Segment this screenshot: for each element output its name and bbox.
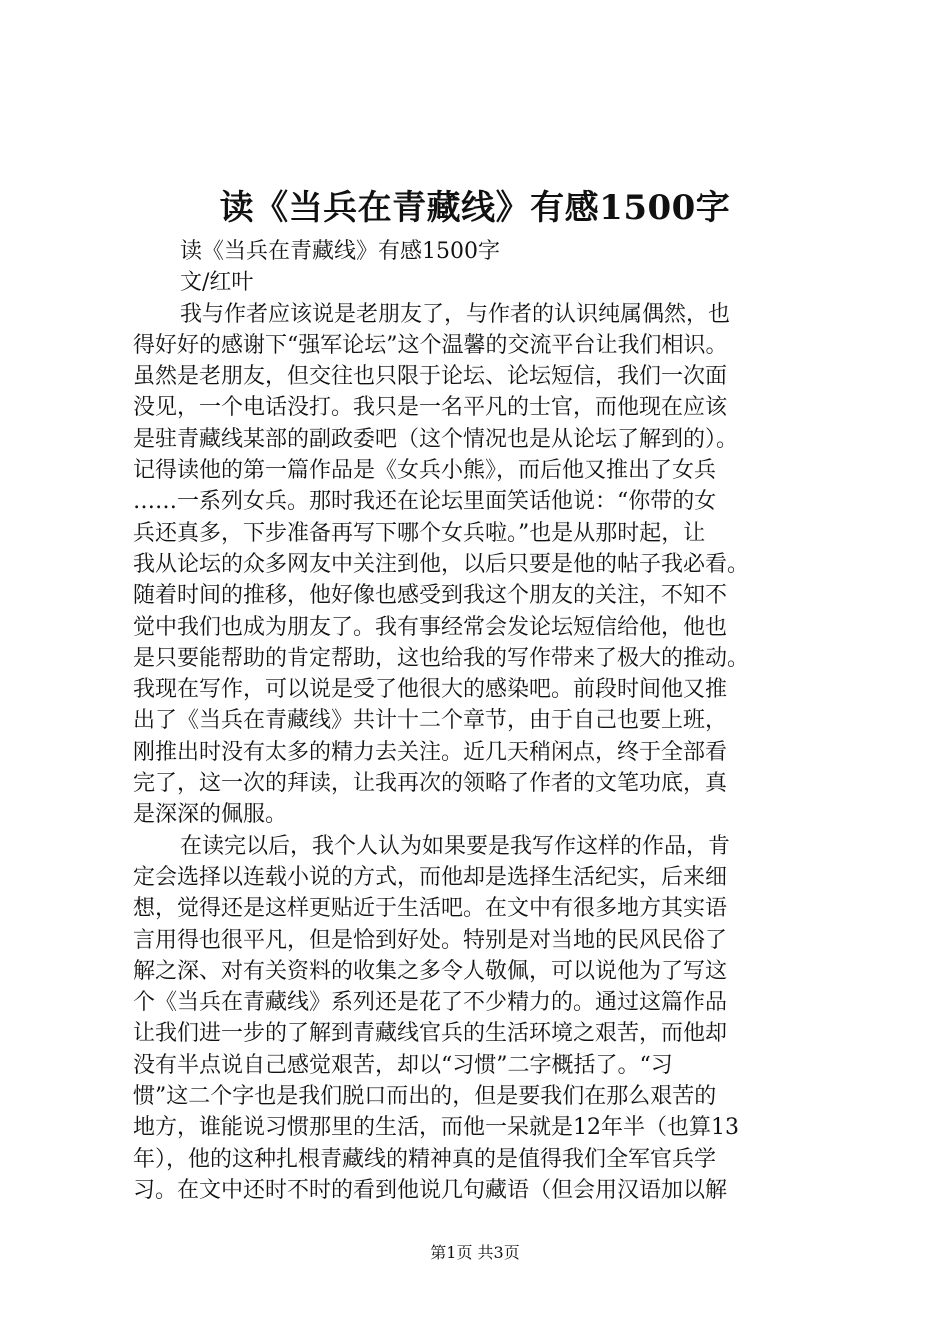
paragraph-line: 惯”这二个字也是我们脱口而出的，但是要我们在那么艰苦的 [133,1084,717,1110]
author-line: 文/红叶 [180,270,254,296]
paragraph-line: 个《当兵在青藏线》系列还是花了不少精力的。通过这篇作品 [133,990,728,1016]
paragraph-line: 记得读他的第一篇作品是《女兵小熊》，而后他又推出了女兵 [133,458,717,484]
paragraph-line: 想，觉得还是这样更贴近于生活吧。在文中有很多地方其实语 [133,896,728,922]
paragraph-line: 我与作者应该说是老朋友了，与作者的认识纯属偶然，也 [180,301,731,327]
paragraph-line: 年），他的这种扎根青藏线的精神真的是值得我们全军官兵学 [133,1146,717,1172]
paragraph-line: 习。在文中还时不时的看到他说几句藏语（但会用汉语加以解 [133,1177,728,1203]
subtitle-line: 读《当兵在青藏线》有感1500字 [180,239,500,264]
paragraph-line: 随着时间的推移，他好像也感受到我这个朋友的关注，不知不 [133,583,728,609]
paragraph-line: 我现在写作，可以说是受了他很大的感染吧。前段时间他又推 [133,677,728,703]
page-footer: 第1页 共3页 [430,1243,520,1262]
paragraph-line: 让我们进一步的了解到青藏线官兵的生活环境之艰苦，而他却 [133,1021,728,1047]
paragraph-line: 没见，一个电话没打。我只是一名平凡的士官，而他现在应该 [133,395,728,421]
paragraph-line: 地方，谁能说习惯那里的生活，而他一呆就是12年半（也算13 [133,1115,739,1141]
paragraph-line: 完了，这一次的拜读，让我再次的领略了作者的文笔功底，真 [133,771,728,797]
paragraph-line: 得好好的感谢下“强军论坛”这个温馨的交流平台让我们相识。 [133,332,728,358]
paragraph-line: 觉中我们也成为朋友了。我有事经常会发论坛短信给他，他也 [133,614,728,640]
paragraph-line: 没有半点说自己感觉艰苦，却以“习惯”二字概括了。“习 [133,1052,673,1078]
paragraph-line: 言用得也很平凡，但是恰到好处。特别是对当地的民风民俗了 [133,927,728,953]
document-title: 读《当兵在青藏线》有感1500字 [219,188,731,228]
paragraph-line: 我从论坛的众多网友中关注到他，以后只要是他的帖子我必看。 [133,551,750,577]
paragraph-line: 是深深的佩服。 [133,802,288,828]
paragraph-line: 兵还真多，下步准备再写下哪个女兵啦。”也是从那时起，让 [133,520,706,546]
paragraph-2 [133,831,833,1207]
paragraph-line: 刚推出时没有太多的精力去关注。近几天稍闲点，终于全部看 [133,739,728,765]
paragraph-line: 在读完以后，我个人认为如果要是我写作这样的作品，肯 [180,833,731,859]
paragraph-line: ……一系列女兵。那时我还在论坛里面笑话他说：“你带的女 [133,489,717,515]
paragraph-line: 定会选择以连载小说的方式，而他却是选择生活纪实，后来细 [133,864,728,890]
paragraph-line: 解之深、对有关资料的收集之多令人敬佩，可以说他为了写这 [133,958,728,984]
paragraph-line: 是驻青藏线某部的副政委吧（这个情况也是从论坛了解到的）。 [133,426,739,452]
paragraph-line: 出了《当兵在青藏线》共计十二个章节，由于自己也要上班， [133,708,728,734]
paragraph-1 [133,299,833,831]
document-body [133,236,833,1206]
paragraph-line: 是只要能帮助的肯定帮助，这也给我的写作带来了极大的推动。 [133,645,750,671]
paragraph-line: 虽然是老朋友，但交往也只限于论坛、论坛短信，我们一次面 [133,364,728,390]
